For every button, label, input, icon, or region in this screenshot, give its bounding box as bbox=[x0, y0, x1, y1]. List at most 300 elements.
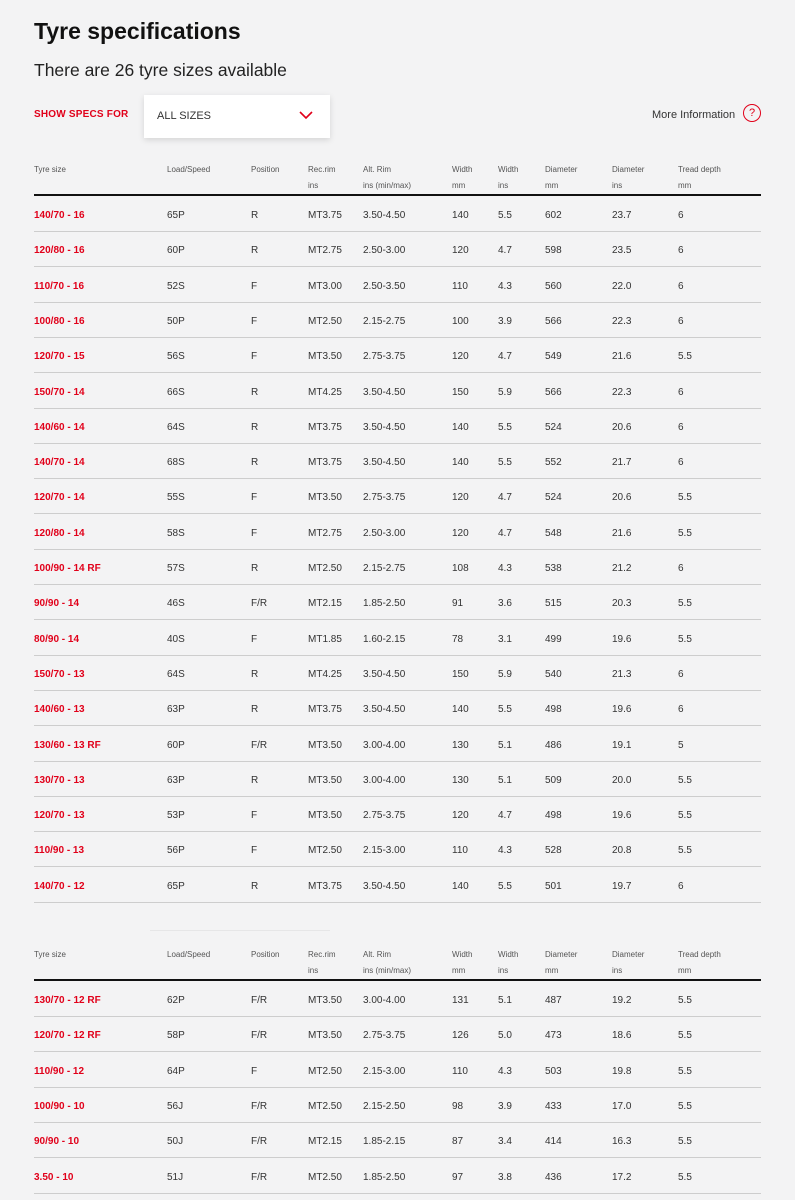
column-header-label: Tyre size bbox=[34, 950, 67, 959]
table-cell: 140 bbox=[452, 457, 469, 469]
column-header bbox=[612, 947, 644, 978]
table-cell: 524 bbox=[545, 492, 562, 504]
size-filter-value: ALL SIZES bbox=[157, 110, 212, 122]
table-cell: 100 bbox=[452, 315, 469, 327]
column-header-label: Diameter bbox=[545, 950, 578, 959]
table-cell: 3.50-4.50 bbox=[363, 880, 406, 892]
table-cell: 486 bbox=[545, 739, 562, 751]
tyre-size-cell: 110/90 - 13 bbox=[34, 845, 85, 857]
table-cell: 140 bbox=[452, 880, 469, 892]
table-cell: R bbox=[251, 457, 259, 469]
table-cell: MT2.15 bbox=[308, 598, 342, 610]
column-header-unit: mm bbox=[452, 180, 466, 190]
table-cell: 19.7 bbox=[612, 880, 632, 892]
table-cell: MT4.25 bbox=[308, 668, 342, 680]
table-cell: R bbox=[251, 386, 259, 398]
table-cell: 3.50-4.50 bbox=[363, 421, 406, 433]
table-cell: 1.60-2.15 bbox=[363, 633, 406, 645]
column-header-unit: ins bbox=[612, 965, 623, 975]
column-header bbox=[612, 162, 644, 193]
table-cell: MT3.50 bbox=[308, 1030, 342, 1042]
table-row bbox=[0, 231, 795, 266]
table-cell: 6 bbox=[678, 421, 684, 433]
table-row bbox=[0, 584, 795, 619]
table-cell: 5.5 bbox=[498, 704, 512, 716]
table-cell: 19.8 bbox=[612, 1065, 632, 1077]
table-cell: 2.75-3.75 bbox=[363, 351, 406, 363]
table-cell: 5.1 bbox=[498, 774, 512, 786]
tyre-size-cell: 150/70 - 13 bbox=[34, 668, 85, 680]
table-cell: R bbox=[251, 563, 259, 574]
table-cell: 4.7 bbox=[498, 245, 512, 257]
table-cell: 5 bbox=[678, 739, 684, 751]
help-icon[interactable]: ? bbox=[743, 104, 761, 122]
table-cell: 5.5 bbox=[678, 492, 692, 504]
table-cell: 68S bbox=[167, 457, 185, 469]
table-cell: 566 bbox=[545, 386, 562, 398]
table-cell: 150 bbox=[452, 668, 469, 680]
table-cell: MT2.50 bbox=[308, 563, 342, 574]
table-cell: 5.5 bbox=[678, 995, 692, 1006]
table-cell: 21.6 bbox=[612, 351, 632, 363]
table-cell: 2.15-3.00 bbox=[363, 845, 406, 857]
table-cell: 19.6 bbox=[612, 633, 632, 645]
table-cell: 17.0 bbox=[612, 1100, 632, 1112]
table-cell: 130 bbox=[452, 774, 469, 786]
table-row bbox=[0, 867, 795, 902]
table-cell: 5.5 bbox=[678, 598, 692, 610]
column-header-label: Rec.rim bbox=[308, 950, 336, 959]
table-cell: 4.3 bbox=[498, 563, 512, 574]
table-cell: 3.9 bbox=[498, 1100, 512, 1112]
table-cell: MT1.85 bbox=[308, 633, 342, 645]
table-cell: 120 bbox=[452, 351, 469, 363]
table-cell: F bbox=[251, 1065, 258, 1077]
table-row bbox=[0, 549, 795, 584]
table-cell: 524 bbox=[545, 421, 562, 433]
column-header bbox=[363, 162, 411, 193]
column-header bbox=[678, 162, 721, 193]
table-cell: 58S bbox=[167, 527, 185, 539]
table-row bbox=[0, 302, 795, 337]
table-row bbox=[0, 726, 795, 761]
table-cell: 5.5 bbox=[678, 633, 692, 645]
table-cell: F bbox=[251, 845, 258, 857]
table-row bbox=[0, 620, 795, 655]
table-cell: 3.50-4.50 bbox=[363, 704, 406, 716]
table-cell: 4.7 bbox=[498, 492, 512, 504]
column-header bbox=[34, 162, 66, 178]
table-cell: 503 bbox=[545, 1065, 562, 1077]
table-cell: 91 bbox=[452, 598, 464, 610]
table-cell: 5.0 bbox=[498, 1030, 512, 1042]
table-cell: MT3.50 bbox=[308, 739, 342, 751]
table-row bbox=[0, 1016, 795, 1051]
table-cell: 65P bbox=[167, 210, 185, 221]
sizes-count-subtitle: There are 26 tyre sizes available bbox=[34, 60, 287, 80]
table-cell: 110 bbox=[452, 280, 468, 292]
tyre-size-cell: 130/70 - 13 bbox=[34, 774, 85, 786]
column-header bbox=[251, 947, 279, 963]
table-cell: MT2.15 bbox=[308, 1136, 342, 1148]
table-cell: 1.85-2.50 bbox=[363, 598, 406, 610]
table-cell: 23.7 bbox=[612, 210, 632, 221]
table-cell: 21.6 bbox=[612, 527, 632, 539]
table-cell: 108 bbox=[452, 563, 469, 574]
table-cell: 63P bbox=[167, 774, 185, 786]
column-header-unit: mm bbox=[678, 180, 692, 190]
tyre-size-cell: 140/70 - 14 bbox=[34, 457, 85, 469]
table-cell: 2.75-3.75 bbox=[363, 1030, 406, 1042]
column-header bbox=[167, 947, 210, 963]
table-cell: 538 bbox=[545, 563, 562, 574]
table-cell: 19.1 bbox=[612, 739, 632, 751]
table-cell: 2.15-3.00 bbox=[363, 1065, 406, 1077]
table-cell: 120 bbox=[452, 810, 469, 822]
table-cell: 3.50-4.50 bbox=[363, 668, 406, 680]
table-cell: 5.5 bbox=[498, 210, 512, 221]
table-cell: MT3.75 bbox=[308, 210, 342, 221]
table-cell: 5.5 bbox=[678, 1171, 692, 1183]
table-cell: 140 bbox=[452, 421, 469, 433]
tyre-size-cell: 130/60 - 13 RF bbox=[34, 739, 101, 751]
row-divider bbox=[34, 1193, 761, 1194]
table-cell: F bbox=[251, 810, 258, 822]
column-header-unit: mm bbox=[678, 965, 692, 975]
table-cell: 4.7 bbox=[498, 527, 512, 539]
table-cell: MT2.75 bbox=[308, 245, 342, 257]
table-row bbox=[0, 373, 795, 408]
table-cell: F/R bbox=[251, 1100, 268, 1112]
table-cell: MT3.75 bbox=[308, 704, 342, 716]
table-cell: 2.50-3.00 bbox=[363, 245, 406, 257]
table-row bbox=[0, 1052, 795, 1087]
table-cell: 58P bbox=[167, 1030, 185, 1042]
table-cell: 6 bbox=[678, 315, 684, 327]
table-row bbox=[0, 267, 795, 302]
table-cell: F bbox=[251, 280, 258, 292]
table-cell: 501 bbox=[545, 880, 562, 892]
table-cell: 3.50-4.50 bbox=[363, 457, 406, 469]
column-header bbox=[363, 947, 411, 978]
table-cell: 126 bbox=[452, 1030, 469, 1042]
tyre-size-cell: 3.50 - 10 bbox=[34, 1171, 74, 1183]
table-cell: 20.6 bbox=[612, 492, 632, 504]
table-cell: 515 bbox=[545, 598, 562, 610]
table-cell: 3.50-4.50 bbox=[363, 210, 406, 221]
table-row bbox=[0, 408, 795, 443]
table-cell: R bbox=[251, 668, 259, 680]
table-cell: 414 bbox=[545, 1136, 562, 1148]
table-cell: 22.3 bbox=[612, 315, 632, 327]
table-cell: MT3.50 bbox=[308, 351, 342, 363]
row-divider bbox=[34, 902, 761, 903]
table-cell: 4.3 bbox=[498, 280, 512, 292]
table-cell: 3.1 bbox=[498, 633, 512, 645]
column-header-label: Width bbox=[498, 165, 519, 174]
table-cell: 20.8 bbox=[612, 845, 632, 857]
tyre-size-cell: 100/80 - 16 bbox=[34, 315, 85, 327]
table-cell: 19.2 bbox=[612, 995, 632, 1006]
table-cell: F/R bbox=[251, 1171, 268, 1183]
column-header-label: Tyre size bbox=[34, 165, 67, 174]
table-cell: 6 bbox=[678, 704, 684, 716]
table-cell: 120 bbox=[452, 492, 469, 504]
table-cell: 540 bbox=[545, 668, 562, 680]
table-cell: 552 bbox=[545, 457, 562, 469]
table-row bbox=[0, 831, 795, 866]
table-cell: 40S bbox=[167, 633, 185, 645]
table-cell: 50J bbox=[167, 1136, 184, 1148]
tyre-size-cell: 90/90 - 14 bbox=[34, 598, 80, 610]
tyre-size-cell: 80/90 - 14 bbox=[34, 633, 80, 645]
table-cell: 4.3 bbox=[498, 845, 512, 857]
table-row bbox=[0, 1122, 795, 1157]
table-row bbox=[0, 514, 795, 549]
table-cell: 63P bbox=[167, 704, 185, 716]
column-header-label: Load/Speed bbox=[167, 165, 211, 174]
table-cell: 2.75-3.75 bbox=[363, 492, 406, 504]
table-cell: 120 bbox=[452, 527, 469, 539]
table-cell: 97 bbox=[452, 1171, 464, 1183]
tyre-size-cell: 140/70 - 16 bbox=[34, 210, 85, 221]
table-cell: 57S bbox=[167, 563, 185, 574]
table-cell: 6 bbox=[678, 245, 684, 257]
table-cell: 6 bbox=[678, 880, 684, 892]
table-cell: 5.5 bbox=[678, 774, 692, 786]
table-cell: F bbox=[251, 492, 258, 504]
column-header bbox=[308, 947, 336, 978]
table-cell: 46S bbox=[167, 598, 185, 610]
table-cell: 6 bbox=[678, 280, 684, 292]
table-cell: 2.15-2.75 bbox=[363, 315, 406, 327]
table-row bbox=[0, 478, 795, 513]
column-header-unit: mm bbox=[545, 180, 559, 190]
table-cell: MT3.00 bbox=[308, 280, 342, 292]
table-cell: 5.5 bbox=[678, 810, 692, 822]
table-row bbox=[0, 196, 795, 231]
page-title: Tyre specifications bbox=[34, 18, 241, 44]
column-header-unit: mm bbox=[545, 965, 559, 975]
column-header-label: Diameter bbox=[612, 950, 645, 959]
table-cell: 21.7 bbox=[612, 457, 632, 469]
table-cell: 4.7 bbox=[498, 351, 512, 363]
table-cell: 5.9 bbox=[498, 668, 512, 680]
table-cell: 131 bbox=[452, 995, 469, 1006]
table-cell: 6 bbox=[678, 210, 684, 221]
table-cell: 21.2 bbox=[612, 563, 632, 574]
table-cell: R bbox=[251, 421, 259, 433]
show-specs-label: SHOW SPECS FOR bbox=[34, 109, 129, 120]
table-cell: F bbox=[251, 633, 258, 645]
table-cell: 60P bbox=[167, 739, 185, 751]
table-cell: R bbox=[251, 245, 259, 257]
column-header bbox=[34, 947, 66, 963]
table-cell: 110 bbox=[452, 845, 468, 857]
column-header bbox=[251, 162, 279, 178]
column-header bbox=[452, 947, 472, 978]
table-cell: 130 bbox=[452, 739, 469, 751]
table-cell: 3.50-4.50 bbox=[363, 386, 406, 398]
table-cell: 18.6 bbox=[612, 1030, 632, 1042]
table-cell: 55S bbox=[167, 492, 185, 504]
table-cell: MT3.50 bbox=[308, 492, 342, 504]
table-cell: 3.8 bbox=[498, 1171, 512, 1183]
table-cell: 498 bbox=[545, 704, 562, 716]
tyre-size-cell: 100/90 - 14 RF bbox=[34, 563, 101, 574]
table-cell: MT2.50 bbox=[308, 1171, 342, 1183]
table-cell: 5.5 bbox=[678, 845, 692, 857]
table-cell: 2.50-3.00 bbox=[363, 527, 406, 539]
column-header bbox=[308, 162, 336, 193]
table-cell: 5.5 bbox=[678, 351, 692, 363]
column-header-unit: ins bbox=[308, 965, 319, 975]
table-cell: 17.2 bbox=[612, 1171, 632, 1183]
table-cell: 53P bbox=[167, 810, 185, 822]
table-cell: 60P bbox=[167, 245, 185, 257]
table-cell: 50P bbox=[167, 315, 185, 327]
tyre-size-cell: 150/70 - 14 bbox=[34, 386, 85, 398]
table-cell: F/R bbox=[251, 1136, 268, 1148]
size-filter-dropdown[interactable] bbox=[144, 95, 330, 138]
table-cell: 1.85-2.50 bbox=[363, 1171, 406, 1183]
column-header-label: Tread depth bbox=[678, 950, 721, 959]
table-cell: 5.5 bbox=[678, 1136, 692, 1148]
table-cell: 20.0 bbox=[612, 774, 632, 786]
table-cell: 2.15-2.50 bbox=[363, 1100, 406, 1112]
column-header-unit: ins bbox=[498, 965, 509, 975]
tyre-size-cell: 120/70 - 12 RF bbox=[34, 1030, 101, 1042]
table-cell: R bbox=[251, 210, 259, 221]
tyre-size-cell: 120/80 - 16 bbox=[34, 245, 85, 257]
tyre-size-cell: 110/90 - 12 bbox=[34, 1065, 85, 1077]
table-cell: MT3.75 bbox=[308, 421, 342, 433]
column-header bbox=[167, 162, 210, 178]
tyre-size-cell: 120/80 - 14 bbox=[34, 527, 85, 539]
table-cell: 2.75-3.75 bbox=[363, 810, 406, 822]
table-row bbox=[0, 655, 795, 690]
table-cell: 5.5 bbox=[498, 421, 512, 433]
table-cell: 5.9 bbox=[498, 386, 512, 398]
table-cell: 5.5 bbox=[498, 880, 512, 892]
table-cell: 98 bbox=[452, 1100, 464, 1112]
column-header bbox=[452, 162, 472, 193]
table-cell: 598 bbox=[545, 245, 562, 257]
table-cell: 549 bbox=[545, 351, 562, 363]
table-cell: 19.6 bbox=[612, 704, 632, 716]
column-header-label: Diameter bbox=[545, 165, 578, 174]
table-row bbox=[0, 690, 795, 725]
table-cell: 5.1 bbox=[498, 739, 512, 751]
column-header-label: Alt. Rim bbox=[363, 165, 391, 174]
table-separator bbox=[150, 930, 330, 931]
table-cell: 498 bbox=[545, 810, 562, 822]
table-cell: 4.3 bbox=[498, 1065, 512, 1077]
table-cell: 5.5 bbox=[678, 527, 692, 539]
table-cell: 64P bbox=[167, 1065, 185, 1077]
table-cell: 62P bbox=[167, 995, 185, 1006]
table-cell: 120 bbox=[452, 245, 469, 257]
tyre-size-cell: 120/70 - 14 bbox=[34, 492, 85, 504]
table-row bbox=[0, 981, 795, 1016]
table-cell: 3.00-4.00 bbox=[363, 995, 406, 1006]
table-cell: 140 bbox=[452, 704, 469, 716]
table-row bbox=[0, 337, 795, 372]
column-header-label: Position bbox=[251, 950, 280, 959]
table-cell: MT3.50 bbox=[308, 995, 342, 1006]
table-cell: 78 bbox=[452, 633, 464, 645]
table-cell: 5.1 bbox=[498, 995, 512, 1006]
table-cell: 566 bbox=[545, 315, 562, 327]
table-cell: 6 bbox=[678, 457, 684, 469]
column-header-unit: ins (min/max) bbox=[363, 180, 412, 190]
table-cell: F bbox=[251, 351, 258, 363]
tyre-size-cell: 140/70 - 12 bbox=[34, 880, 85, 892]
tyre-size-cell: 140/60 - 13 bbox=[34, 704, 85, 716]
table-cell: 3.9 bbox=[498, 315, 512, 327]
table-cell: 436 bbox=[545, 1171, 562, 1183]
tyre-size-cell: 120/70 - 15 bbox=[34, 351, 85, 363]
table-cell: 509 bbox=[545, 774, 562, 786]
table-cell: MT3.75 bbox=[308, 457, 342, 469]
table-cell: 22.0 bbox=[612, 280, 632, 292]
table-cell: 548 bbox=[545, 527, 562, 539]
tyre-size-cell: 130/70 - 12 RF bbox=[34, 995, 101, 1006]
table-cell: 51J bbox=[167, 1171, 184, 1183]
column-header-unit: mm bbox=[452, 965, 466, 975]
column-header bbox=[498, 162, 518, 193]
table-cell: 3.00-4.00 bbox=[363, 774, 406, 786]
table-cell: 56J bbox=[167, 1100, 184, 1112]
table-cell: MT2.50 bbox=[308, 1100, 342, 1112]
tyre-size-cell: 110/70 - 16 bbox=[34, 280, 85, 292]
table-row bbox=[0, 1158, 795, 1193]
table-cell: MT3.50 bbox=[308, 810, 342, 822]
table-cell: 6 bbox=[678, 668, 684, 680]
tyre-size-cell: 140/60 - 14 bbox=[34, 421, 85, 433]
column-header-label: Rec.rim bbox=[308, 165, 336, 174]
table-cell: 3.4 bbox=[498, 1136, 512, 1148]
column-header bbox=[545, 162, 577, 193]
table-cell: 65P bbox=[167, 880, 185, 892]
table-cell: 5.5 bbox=[678, 1030, 692, 1042]
table-cell: MT2.50 bbox=[308, 315, 342, 327]
column-header-unit: ins bbox=[308, 180, 319, 190]
table-cell: MT2.75 bbox=[308, 527, 342, 539]
table-cell: F bbox=[251, 527, 258, 539]
table-cell: MT3.75 bbox=[308, 880, 342, 892]
column-header-unit: ins (min/max) bbox=[363, 965, 412, 975]
table-row bbox=[0, 796, 795, 831]
column-header-unit: ins bbox=[498, 180, 509, 190]
tyre-size-cell: 120/70 - 13 bbox=[34, 810, 85, 822]
table-cell: 52S bbox=[167, 280, 185, 292]
table-cell: MT2.50 bbox=[308, 1065, 342, 1077]
table-cell: 5.5 bbox=[678, 1100, 692, 1112]
table-row bbox=[0, 761, 795, 796]
column-header-unit: ins bbox=[612, 180, 623, 190]
table-cell: 110 bbox=[452, 1065, 468, 1077]
table-cell: 473 bbox=[545, 1030, 562, 1042]
table-cell: 20.3 bbox=[612, 598, 632, 610]
table-cell: 87 bbox=[452, 1136, 464, 1148]
table-cell: 64S bbox=[167, 668, 185, 680]
tyre-size-cell: 100/90 - 10 bbox=[34, 1100, 85, 1112]
column-header-label: Diameter bbox=[612, 165, 645, 174]
table-cell: 1.85-2.15 bbox=[363, 1136, 406, 1148]
column-header-label: Tread depth bbox=[678, 165, 721, 174]
table-cell: 2.15-2.75 bbox=[363, 563, 406, 574]
